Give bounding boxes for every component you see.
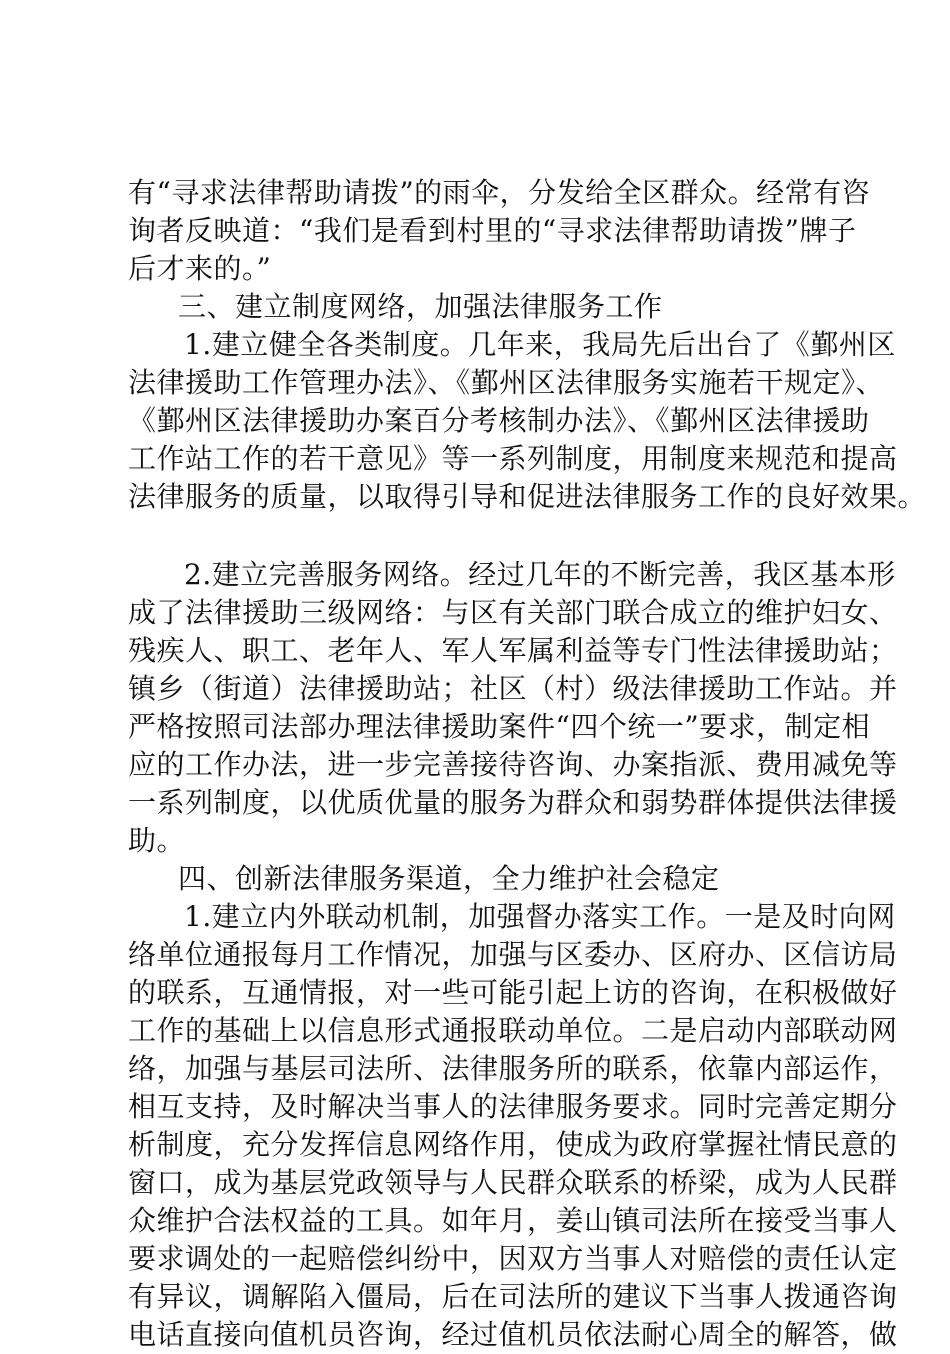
section-heading: 四、创新法律服务渠道，全力维护社会稳定 — [178, 862, 720, 895]
text-line: 法律服务的质量，以取得引导和促进法律服务工作的良好效果。 — [128, 480, 927, 513]
text-line: 有“寻求法律帮助请拨”的雨伞，分发给全区群众。经常有咨 — [128, 176, 871, 209]
text-line: 一系列制度，以优质优量的服务为群众和弱势群体提供法律援 — [128, 786, 898, 819]
text-line: 1.建立健全各类制度。几年来，我局先后出台了《鄞州区 — [184, 328, 896, 361]
text-line: 络，加强与基层司法所、法律服务所的联系，依靠内部运作， — [128, 1052, 898, 1085]
text-line: 有异议，调解陷入僵局，后在司法所的建议下当事人拨通咨询 — [128, 1280, 898, 1313]
text-line: 络单位通报每月工作情况，加强与区委办、区府办、区信访局 — [128, 938, 898, 971]
text-line: 成了法律援助三级网络：与区有关部门联合成立的维护妇女、 — [128, 596, 898, 629]
section-heading: 三、建立制度网络，加强法律服务工作 — [178, 290, 663, 323]
text-line: 助。 — [128, 824, 186, 857]
text-line: 工作站工作的若干意见》等一系列制度，用制度来规范和提高 — [128, 442, 898, 475]
text-line: 严格按照司法部办理法律援助案件“四个统一”要求，制定相 — [128, 710, 871, 743]
text-line: 应的工作办法，进一步完善接待咨询、办案指派、费用减免等 — [128, 748, 898, 781]
text-line: 窗口，成为基层党政领导与人民群众联系的桥梁，成为人民群 — [128, 1166, 898, 1199]
text-line: 众维护合法权益的工具。如年月，姜山镇司法所在接受当事人 — [128, 1204, 898, 1237]
text-line: 析制度，充分发挥信息网络作用，使成为政府掌握社情民意的 — [128, 1128, 898, 1161]
text-line: 镇乡（街道）法律援助站；社区（村）级法律援助工作站。并 — [128, 672, 898, 705]
text-line: 后才来的。” — [128, 252, 272, 285]
text-line: 的联系，互通情报，对一些可能引起上访的咨询，在积极做好 — [128, 976, 898, 1009]
text-line: 《鄞州区法律援助办案百分考核制办法》、《鄞州区法律援助 — [128, 404, 870, 437]
text-line: 法律援助工作管理办法》、《鄞州区法律服务实施若干规定》、 — [128, 366, 885, 399]
text-line: 残疾人、职工、老年人、军人军属利益等专门性法律援助站； — [128, 634, 898, 667]
text-line: 工作的基础上以信息形式通报联动单位。二是启动内部联动网 — [128, 1014, 898, 1047]
text-line: 相互支持，及时解决当事人的法律服务要求。同时完善定期分 — [128, 1090, 898, 1123]
text-line: 电话直接向值机员咨询，经过值机员依法耐心周全的解答，做 — [128, 1318, 898, 1351]
text-line: 询者反映道：“我们是看到村里的“寻求法律帮助请拨”牌子 — [128, 214, 857, 247]
text-line: 要求调处的一起赔偿纠纷中，因双方当事人对赔偿的责任认定 — [128, 1242, 898, 1275]
text-line: 2.建立完善服务网络。经过几年的不断完善，我区基本形 — [184, 558, 896, 591]
text-line: 1.建立内外联动机制，加强督办落实工作。一是及时向网 — [184, 900, 896, 933]
